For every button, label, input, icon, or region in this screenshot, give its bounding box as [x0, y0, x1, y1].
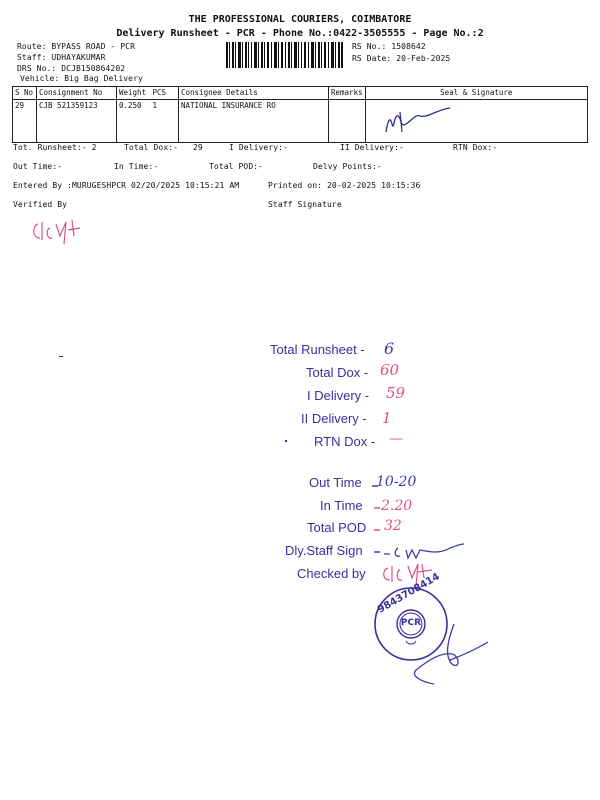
runsheet-subtitle: Delivery Runsheet - PCR - Phone No.:0422-3505555 - Page No.:2	[116, 28, 484, 39]
rs-number: RS No.: 1508642	[352, 42, 426, 51]
delvy-points-label: Delvy Points:-	[313, 162, 382, 171]
rtn-dox-label: RTN Dox:-	[453, 143, 498, 152]
vehicle-text: Vehicle: Big Bag Delivery	[20, 74, 143, 83]
table-row	[13, 100, 588, 143]
staff-text: Staff: UDHAYAKUMAR	[17, 53, 106, 62]
col-header-seal: Seal & Signature	[365, 87, 587, 100]
hand-rtn-value: —	[389, 431, 403, 447]
hand-dox-value: 60	[380, 361, 400, 379]
cell-consignment: CJB 521359123	[37, 100, 117, 143]
entered-by: Entered By :MURUGESHPCR 02/20/2025 10:15:21 AM	[13, 181, 240, 190]
i-delivery-label: I Delivery:-	[229, 143, 288, 152]
stamp-out-time: Out Time	[309, 475, 362, 490]
stamp-checked-by: Checked by	[297, 566, 366, 581]
hand-i-delivery-value: 59	[386, 384, 406, 402]
total-pod-label: Total POD:-	[209, 162, 264, 171]
tot-runsheet: Tot. Runsheet:- 2	[13, 143, 97, 152]
cell-sno: 29	[13, 100, 37, 143]
consignment-table	[12, 86, 588, 143]
col-header-consignee: Consignee Details	[179, 87, 329, 100]
total-dox-label: Total Dox:-	[124, 143, 179, 152]
col-header-pcs: PCS	[151, 87, 179, 100]
hand-in-time-value: 2.20	[381, 498, 413, 514]
verified-by-label: Verified By	[13, 200, 68, 209]
hand-out-time-value: 10-20	[376, 474, 417, 490]
verified-initials-signature	[28, 214, 88, 248]
col-header-remarks: Remarks	[329, 87, 366, 100]
printed-on: Printed on: 20-02-2025 10:15:36	[268, 181, 421, 190]
staff-sign-scribble	[380, 540, 470, 562]
stamp-i-delivery: I Delivery -	[307, 388, 370, 403]
rs-date: RS Date: 20-Feb-2025	[352, 54, 451, 63]
hand-ii-delivery-value: 1	[382, 409, 392, 427]
total-dox-value: 29	[193, 143, 203, 152]
hand-pod-value: 32	[384, 518, 402, 534]
col-header-sno: S No	[13, 87, 37, 100]
stamp-dly-staff-sign: Dly.Staff Sign	[285, 543, 363, 558]
route-text: Route: BYPASS ROAD - PCR	[17, 42, 135, 51]
stamp-total-runsheet: Total Runsheet -	[270, 342, 365, 357]
stamp-rtn-dox: RTN Dox -	[314, 434, 376, 449]
in-time-label: In Time:-	[114, 162, 159, 171]
hand-runsheet-value: 6	[384, 339, 395, 358]
seal-number: 9843708414	[375, 571, 442, 616]
stamp-total-pod: Total POD	[307, 520, 367, 535]
barcode-image	[226, 42, 344, 68]
staff-signature-label: Staff Signature	[268, 200, 342, 209]
delivery-signature	[380, 102, 460, 138]
col-header-weight: Weight	[117, 87, 151, 100]
drs-number: DRS No.: DCJB150864202	[17, 64, 126, 73]
stamp-dot	[285, 440, 287, 442]
company-title: THE PROFESSIONAL COURIERS, COIMBATORE	[188, 14, 412, 25]
out-time-label: Out Time:-	[13, 162, 63, 171]
table-header-row	[13, 87, 588, 100]
stamp-ii-delivery: II Delivery -	[301, 411, 367, 426]
cell-pcs: 1	[151, 100, 179, 143]
ii-delivery-label: II Delivery:-	[340, 143, 404, 152]
large-signature	[404, 620, 494, 690]
stamp-in-time: In Time	[320, 498, 363, 513]
stamp-total-dox: Total Dox -	[306, 365, 369, 380]
cell-remarks	[329, 100, 366, 143]
cell-weight: 0.250	[117, 100, 151, 143]
stray-mark	[59, 356, 63, 357]
seal-center-text: PCR	[400, 618, 422, 628]
cell-consignee: NATIONAL INSURANCE RO	[179, 100, 329, 143]
cell-signature	[365, 100, 587, 143]
col-header-consignment: Consignment No	[37, 87, 117, 100]
